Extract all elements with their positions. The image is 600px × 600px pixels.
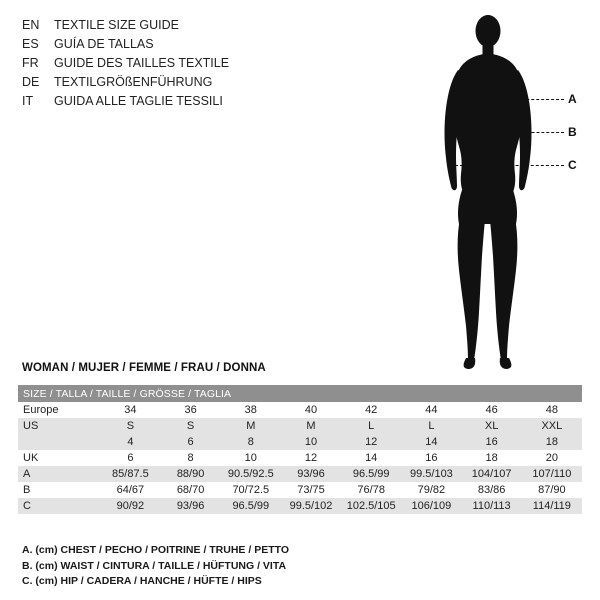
language-code-de: DE xyxy=(22,75,40,89)
measure-line-a xyxy=(452,99,564,100)
cell-b-5: 79/82 xyxy=(401,482,461,498)
cell-us-5: L xyxy=(401,418,461,434)
language-code-fr: FR xyxy=(22,56,39,70)
cell-c-2: 96.5/99 xyxy=(221,498,281,514)
cell-a-4: 96.5/99 xyxy=(341,466,401,482)
cell-uk-4: 14 xyxy=(341,450,401,466)
legend-note-b: B. (cm) WAIST / CINTURA / TAILLE / HÜFTUNG / VITA xyxy=(22,559,287,572)
cell-us-1: S xyxy=(160,418,220,434)
measure-line-c xyxy=(455,165,564,166)
cell-b-3: 73/75 xyxy=(281,482,341,498)
table-row xyxy=(18,434,582,450)
table-row xyxy=(18,402,582,418)
row-label-us: US xyxy=(18,418,100,434)
cell-europe-4: 42 xyxy=(341,402,401,418)
cell-europe-6: 46 xyxy=(462,402,522,418)
cell-us-2: M xyxy=(221,418,281,434)
language-code-it: IT xyxy=(22,94,34,108)
cell-uk-6: 18 xyxy=(462,450,522,466)
cell-b-0: 64/67 xyxy=(100,482,160,498)
cell-a-6: 104/107 xyxy=(462,466,522,482)
table-header-row xyxy=(18,385,582,402)
cell-c-7: 114/119 xyxy=(522,498,582,514)
cell-uk-0: 6 xyxy=(100,450,160,466)
cell-usnum-4: 12 xyxy=(341,434,401,450)
measure-line-b xyxy=(458,132,564,133)
language-row-en xyxy=(22,16,352,35)
language-text-de: TEXTILGRÖßENFÜHRUNG xyxy=(54,75,213,89)
cell-c-6: 110/113 xyxy=(462,498,522,514)
cell-europe-2: 38 xyxy=(221,402,281,418)
cell-a-7: 107/110 xyxy=(522,466,582,482)
cell-us-7: XXL xyxy=(522,418,582,434)
legend-note-a: A. (cm) CHEST / PECHO / POITRINE / TRUHE / PETTO xyxy=(22,544,290,556)
cell-usnum-7: 18 xyxy=(522,434,582,450)
cell-us-0: S xyxy=(100,418,160,434)
language-code-en: EN xyxy=(22,18,40,32)
female-silhouette-icon xyxy=(400,8,595,378)
language-row-es xyxy=(22,35,352,54)
cell-c-4: 102.5/105 xyxy=(341,498,401,514)
table-row xyxy=(18,450,582,466)
cell-usnum-0: 4 xyxy=(100,434,160,450)
cell-b-6: 83/86 xyxy=(462,482,522,498)
cell-a-2: 90.5/92.5 xyxy=(221,466,281,482)
cell-europe-0: 34 xyxy=(100,402,160,418)
cell-b-1: 68/70 xyxy=(160,482,220,498)
table-row xyxy=(18,418,582,434)
language-list xyxy=(22,16,352,111)
cell-c-3: 99.5/102 xyxy=(281,498,341,514)
cell-b-4: 76/78 xyxy=(341,482,401,498)
language-row-de xyxy=(22,73,352,92)
row-label-b: B xyxy=(18,482,100,498)
cell-c-0: 90/92 xyxy=(100,498,160,514)
measure-label-a: A xyxy=(568,92,577,106)
row-label-europe: Europe xyxy=(18,402,100,418)
cell-uk-5: 16 xyxy=(401,450,461,466)
language-row-fr xyxy=(22,54,352,73)
table-row xyxy=(18,498,582,514)
figure-area xyxy=(400,8,595,378)
row-label-a: A xyxy=(18,466,100,482)
cell-us-4: L xyxy=(341,418,401,434)
cell-b-2: 70/72.5 xyxy=(221,482,281,498)
cell-uk-3: 12 xyxy=(281,450,341,466)
language-text-fr: GUIDE DES TAILLES TEXTILE xyxy=(54,56,230,70)
cell-europe-1: 36 xyxy=(160,402,220,418)
language-code-es: ES xyxy=(22,37,39,51)
language-row-it xyxy=(22,92,352,111)
cell-a-5: 99.5/103 xyxy=(401,466,461,482)
cell-a-3: 93/96 xyxy=(281,466,341,482)
table-header-label: SIZE / TALLA / TAILLE / GRÖSSE / TAGLIA xyxy=(18,385,582,402)
cell-europe-5: 44 xyxy=(401,402,461,418)
language-text-en: TEXTILE SIZE GUIDE xyxy=(54,18,180,32)
legend-note-c: C. (cm) HIP / CADERA / HANCHE / HÜFTE / HIPS xyxy=(22,575,262,587)
measure-label-c: C xyxy=(568,158,577,172)
cell-us-6: XL xyxy=(462,418,522,434)
row-label-us-numeric xyxy=(18,434,100,450)
cell-usnum-5: 14 xyxy=(401,434,461,450)
table-row xyxy=(18,466,582,482)
cell-usnum-6: 16 xyxy=(462,434,522,450)
row-label-uk: UK xyxy=(18,450,100,466)
cell-uk-1: 8 xyxy=(160,450,220,466)
cell-c-5: 106/109 xyxy=(401,498,461,514)
language-text-es: GUÍA DE TALLAS xyxy=(54,37,154,51)
cell-us-3: M xyxy=(281,418,341,434)
measure-label-b: B xyxy=(568,125,577,139)
cell-usnum-3: 10 xyxy=(281,434,341,450)
cell-uk-7: 20 xyxy=(522,450,582,466)
table-row xyxy=(18,482,582,498)
row-label-c: C xyxy=(18,498,100,514)
cell-usnum-2: 8 xyxy=(221,434,281,450)
measurement-legend xyxy=(22,543,462,590)
cell-a-1: 88/90 xyxy=(160,466,220,482)
cell-a-0: 85/87.5 xyxy=(100,466,160,482)
cell-usnum-1: 6 xyxy=(160,434,220,450)
cell-c-1: 93/96 xyxy=(160,498,220,514)
section-heading-woman: WOMAN / MUJER / FEMME / FRAU / DONNA xyxy=(22,362,266,374)
cell-europe-3: 40 xyxy=(281,402,341,418)
cell-europe-7: 48 xyxy=(522,402,582,418)
cell-b-7: 87/90 xyxy=(522,482,582,498)
size-table xyxy=(18,385,582,514)
cell-uk-2: 10 xyxy=(221,450,281,466)
language-text-it: GUIDA ALLE TAGLIE TESSILI xyxy=(54,94,223,108)
